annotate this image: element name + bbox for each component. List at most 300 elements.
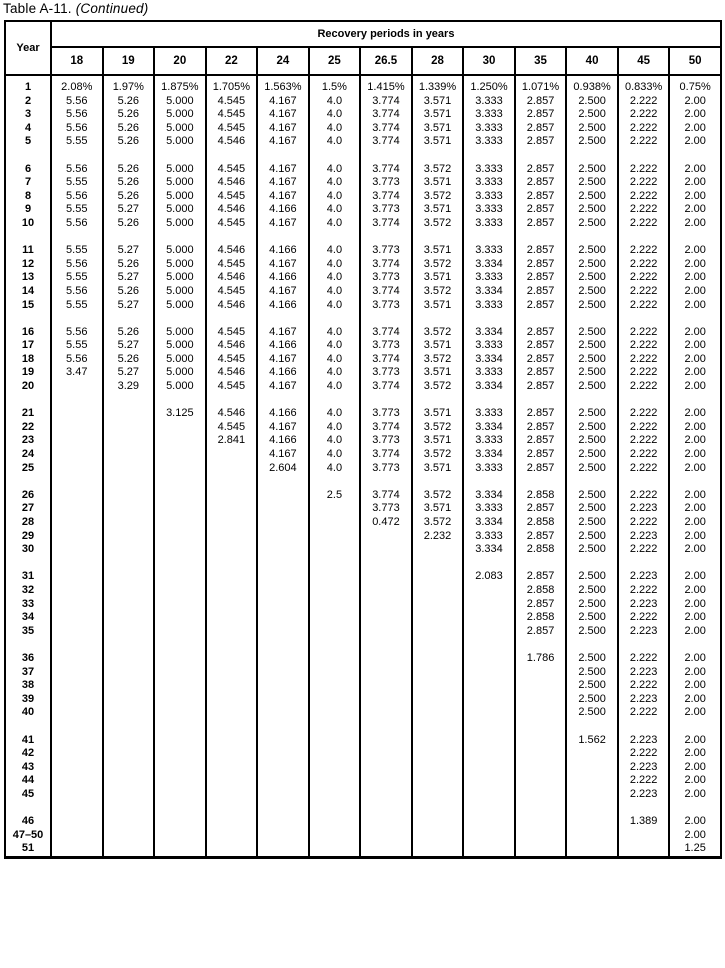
value-cell: 5.55 bbox=[51, 299, 103, 313]
value-cell bbox=[412, 706, 464, 720]
value-cell: 4.545 bbox=[206, 258, 258, 272]
value-cell: 4.0 bbox=[309, 203, 361, 217]
value-cell: 5.27 bbox=[103, 339, 155, 353]
value-cell bbox=[103, 829, 155, 843]
value-cell: 2.857 bbox=[515, 258, 567, 272]
value-cell bbox=[360, 543, 412, 557]
value-cell bbox=[103, 815, 155, 829]
value-cell: 5.26 bbox=[103, 122, 155, 136]
value-cell: 2.858 bbox=[515, 611, 567, 625]
table-row-year-44 bbox=[5, 774, 721, 788]
value-cell bbox=[309, 598, 361, 612]
value-cell: 4.0 bbox=[309, 366, 361, 380]
value-cell bbox=[515, 842, 567, 857]
value-cell: 2.500 bbox=[566, 434, 618, 448]
value-cell: 3.773 bbox=[360, 244, 412, 258]
value-cell: 2.00 bbox=[669, 380, 721, 394]
value-cell: 5.000 bbox=[154, 190, 206, 204]
value-cell: 3.774 bbox=[360, 326, 412, 340]
table-row-year-11 bbox=[5, 244, 721, 258]
empty-cell bbox=[154, 149, 206, 163]
value-cell: 2.500 bbox=[566, 217, 618, 231]
table-row-year-30 bbox=[5, 543, 721, 557]
year-cell: 32 bbox=[5, 584, 51, 598]
value-cell bbox=[154, 679, 206, 693]
value-cell bbox=[206, 652, 258, 666]
value-cell: 3.333 bbox=[463, 163, 515, 177]
empty-cell bbox=[206, 149, 258, 163]
value-cell: 1.563% bbox=[257, 81, 309, 95]
value-cell: 2.00 bbox=[669, 434, 721, 448]
value-cell: 3.773 bbox=[360, 366, 412, 380]
value-cell bbox=[206, 788, 258, 802]
value-cell: 4.0 bbox=[309, 163, 361, 177]
empty-cell bbox=[515, 231, 567, 245]
value-cell: 3.572 bbox=[412, 380, 464, 394]
value-cell bbox=[103, 570, 155, 584]
value-cell bbox=[257, 543, 309, 557]
table-row-year-12 bbox=[5, 258, 721, 272]
value-cell: 2.222 bbox=[618, 203, 670, 217]
value-cell bbox=[206, 666, 258, 680]
value-cell: 2.222 bbox=[618, 489, 670, 503]
value-cell bbox=[206, 693, 258, 707]
value-cell: 4.167 bbox=[257, 353, 309, 367]
empty-cell bbox=[618, 638, 670, 652]
value-cell: 1.875% bbox=[154, 81, 206, 95]
value-cell bbox=[51, 679, 103, 693]
value-cell: 1.705% bbox=[206, 81, 258, 95]
empty-cell bbox=[309, 720, 361, 734]
table-row-year-8 bbox=[5, 190, 721, 204]
value-cell: 2.223 bbox=[618, 502, 670, 516]
value-cell: 3.571 bbox=[412, 244, 464, 258]
value-cell: 2.857 bbox=[515, 135, 567, 149]
table-row-year-26 bbox=[5, 489, 721, 503]
value-cell: 2.500 bbox=[566, 543, 618, 557]
empty-cell bbox=[5, 149, 51, 163]
value-cell: 2.500 bbox=[566, 285, 618, 299]
value-cell bbox=[463, 693, 515, 707]
value-cell: 3.774 bbox=[360, 135, 412, 149]
year-cell: 24 bbox=[5, 448, 51, 462]
value-cell bbox=[154, 570, 206, 584]
value-cell bbox=[463, 652, 515, 666]
value-cell bbox=[360, 774, 412, 788]
value-cell: 3.774 bbox=[360, 353, 412, 367]
value-cell: 5.000 bbox=[154, 95, 206, 109]
value-cell: 4.546 bbox=[206, 244, 258, 258]
value-cell: 2.857 bbox=[515, 570, 567, 584]
empty-cell bbox=[360, 312, 412, 326]
value-cell: 2.857 bbox=[515, 217, 567, 231]
value-cell bbox=[463, 598, 515, 612]
empty-cell bbox=[463, 801, 515, 815]
value-cell bbox=[257, 598, 309, 612]
value-cell: 2.841 bbox=[206, 434, 258, 448]
value-cell: 3.572 bbox=[412, 258, 464, 272]
value-cell: 3.774 bbox=[360, 489, 412, 503]
value-cell: 2.00 bbox=[669, 761, 721, 775]
table-row-year-37 bbox=[5, 666, 721, 680]
value-cell: 4.545 bbox=[206, 285, 258, 299]
value-cell bbox=[412, 570, 464, 584]
value-cell: 2.00 bbox=[669, 95, 721, 109]
recovery-period-header-25: 25 bbox=[309, 47, 361, 75]
value-cell: 2.857 bbox=[515, 502, 567, 516]
value-cell bbox=[309, 829, 361, 843]
value-cell: 2.00 bbox=[669, 570, 721, 584]
group-separator-row bbox=[5, 475, 721, 489]
value-cell bbox=[412, 584, 464, 598]
value-cell bbox=[154, 829, 206, 843]
table-row-year-27 bbox=[5, 502, 721, 516]
value-cell bbox=[566, 788, 618, 802]
value-cell: 3.571 bbox=[412, 176, 464, 190]
value-cell: 5.27 bbox=[103, 271, 155, 285]
value-cell: 2.500 bbox=[566, 584, 618, 598]
empty-cell bbox=[412, 801, 464, 815]
value-cell: 4.0 bbox=[309, 339, 361, 353]
value-cell: 3.333 bbox=[463, 217, 515, 231]
value-cell: 5.000 bbox=[154, 271, 206, 285]
empty-cell bbox=[360, 394, 412, 408]
value-cell: 2.500 bbox=[566, 176, 618, 190]
table-row-year-43 bbox=[5, 761, 721, 775]
value-cell bbox=[566, 829, 618, 843]
recovery-period-header-50: 50 bbox=[669, 47, 721, 75]
value-cell: 5.000 bbox=[154, 285, 206, 299]
empty-cell bbox=[206, 801, 258, 815]
empty-cell bbox=[206, 720, 258, 734]
value-cell: 3.572 bbox=[412, 326, 464, 340]
value-cell: 3.334 bbox=[463, 543, 515, 557]
value-cell bbox=[51, 434, 103, 448]
value-cell bbox=[412, 842, 464, 857]
value-cell: 3.334 bbox=[463, 448, 515, 462]
value-cell: 2.00 bbox=[669, 652, 721, 666]
value-cell: 2.222 bbox=[618, 448, 670, 462]
value-cell: 2.857 bbox=[515, 285, 567, 299]
value-cell: 2.00 bbox=[669, 339, 721, 353]
value-cell: 3.571 bbox=[412, 434, 464, 448]
value-cell: 3.334 bbox=[463, 285, 515, 299]
value-cell: 3.773 bbox=[360, 271, 412, 285]
value-cell bbox=[257, 761, 309, 775]
value-cell bbox=[309, 706, 361, 720]
value-cell bbox=[103, 734, 155, 748]
value-cell: 3.774 bbox=[360, 380, 412, 394]
empty-cell bbox=[566, 475, 618, 489]
value-cell: 2.223 bbox=[618, 693, 670, 707]
value-cell bbox=[103, 625, 155, 639]
empty-cell bbox=[103, 475, 155, 489]
value-cell bbox=[463, 666, 515, 680]
value-cell bbox=[206, 625, 258, 639]
value-cell: 4.167 bbox=[257, 108, 309, 122]
value-cell: 2.00 bbox=[669, 706, 721, 720]
value-cell bbox=[51, 706, 103, 720]
group-separator-row bbox=[5, 638, 721, 652]
value-cell bbox=[463, 747, 515, 761]
empty-cell bbox=[566, 801, 618, 815]
value-cell: 3.571 bbox=[412, 502, 464, 516]
value-cell: 2.500 bbox=[566, 95, 618, 109]
table-row-year-47–50 bbox=[5, 829, 721, 843]
year-cell: 7 bbox=[5, 176, 51, 190]
empty-cell bbox=[154, 475, 206, 489]
value-cell: 5.000 bbox=[154, 244, 206, 258]
recovery-period-header-18: 18 bbox=[51, 47, 103, 75]
value-cell: 3.774 bbox=[360, 190, 412, 204]
value-cell bbox=[309, 570, 361, 584]
value-cell bbox=[309, 693, 361, 707]
value-cell: 3.774 bbox=[360, 258, 412, 272]
value-cell: 5.26 bbox=[103, 217, 155, 231]
group-separator-row bbox=[5, 557, 721, 571]
value-cell: 4.545 bbox=[206, 421, 258, 435]
value-cell bbox=[360, 625, 412, 639]
value-cell bbox=[257, 489, 309, 503]
table-row-year-14 bbox=[5, 285, 721, 299]
value-cell: 2.500 bbox=[566, 652, 618, 666]
value-cell: 3.774 bbox=[360, 285, 412, 299]
value-cell bbox=[412, 679, 464, 693]
year-cell: 25 bbox=[5, 462, 51, 476]
empty-cell bbox=[618, 231, 670, 245]
value-cell bbox=[51, 598, 103, 612]
value-cell bbox=[309, 761, 361, 775]
value-cell bbox=[154, 502, 206, 516]
value-cell: 2.00 bbox=[669, 502, 721, 516]
empty-cell bbox=[206, 312, 258, 326]
value-cell: 2.00 bbox=[669, 489, 721, 503]
value-cell: 2.00 bbox=[669, 448, 721, 462]
value-cell bbox=[618, 842, 670, 857]
value-cell: 2.500 bbox=[566, 679, 618, 693]
table-row-year-39 bbox=[5, 693, 721, 707]
value-cell: 3.774 bbox=[360, 448, 412, 462]
value-cell: 2.00 bbox=[669, 326, 721, 340]
value-cell bbox=[103, 489, 155, 503]
value-cell bbox=[360, 842, 412, 857]
empty-cell bbox=[154, 312, 206, 326]
value-cell bbox=[463, 788, 515, 802]
value-cell bbox=[154, 788, 206, 802]
value-cell bbox=[309, 679, 361, 693]
value-cell bbox=[412, 747, 464, 761]
value-cell: 3.333 bbox=[463, 190, 515, 204]
value-cell: 5.56 bbox=[51, 108, 103, 122]
empty-cell bbox=[463, 149, 515, 163]
value-cell: 5.27 bbox=[103, 299, 155, 313]
value-cell: 3.572 bbox=[412, 516, 464, 530]
group-separator-row bbox=[5, 312, 721, 326]
value-cell: 3.572 bbox=[412, 163, 464, 177]
year-cell: 23 bbox=[5, 434, 51, 448]
value-cell: 1.562 bbox=[566, 734, 618, 748]
table-row-year-40 bbox=[5, 706, 721, 720]
value-cell bbox=[154, 462, 206, 476]
empty-cell bbox=[103, 801, 155, 815]
empty-cell bbox=[257, 231, 309, 245]
year-cell: 16 bbox=[5, 326, 51, 340]
value-cell bbox=[257, 706, 309, 720]
value-cell: 1.25 bbox=[669, 842, 721, 857]
value-cell: 2.500 bbox=[566, 570, 618, 584]
empty-cell bbox=[463, 557, 515, 571]
value-cell bbox=[51, 761, 103, 775]
value-cell bbox=[154, 421, 206, 435]
value-cell bbox=[103, 421, 155, 435]
value-cell bbox=[257, 842, 309, 857]
empty-cell bbox=[618, 801, 670, 815]
value-cell bbox=[206, 706, 258, 720]
year-cell: 39 bbox=[5, 693, 51, 707]
value-cell: 2.500 bbox=[566, 190, 618, 204]
value-cell bbox=[103, 584, 155, 598]
year-cell: 47–50 bbox=[5, 829, 51, 843]
value-cell: 2.222 bbox=[618, 679, 670, 693]
value-cell: 3.773 bbox=[360, 203, 412, 217]
value-cell: 4.0 bbox=[309, 108, 361, 122]
value-cell: 4.545 bbox=[206, 326, 258, 340]
value-cell: 2.857 bbox=[515, 122, 567, 136]
year-cell: 26 bbox=[5, 489, 51, 503]
value-cell: 2.222 bbox=[618, 421, 670, 435]
value-cell bbox=[154, 693, 206, 707]
value-cell: 2.00 bbox=[669, 258, 721, 272]
value-cell bbox=[206, 842, 258, 857]
recovery-periods-header: Recovery periods in years bbox=[51, 21, 721, 47]
value-cell bbox=[154, 448, 206, 462]
value-cell: 1.389 bbox=[618, 815, 670, 829]
value-cell: 4.0 bbox=[309, 380, 361, 394]
value-cell: 2.00 bbox=[669, 271, 721, 285]
year-cell: 33 bbox=[5, 598, 51, 612]
value-cell: 3.333 bbox=[463, 502, 515, 516]
value-cell: 2.857 bbox=[515, 176, 567, 190]
value-cell: 3.333 bbox=[463, 108, 515, 122]
value-cell: 2.00 bbox=[669, 285, 721, 299]
value-cell: 2.222 bbox=[618, 95, 670, 109]
value-cell: 3.571 bbox=[412, 299, 464, 313]
empty-cell bbox=[257, 312, 309, 326]
value-cell: 3.773 bbox=[360, 339, 412, 353]
value-cell: 2.222 bbox=[618, 462, 670, 476]
value-cell: 5.000 bbox=[154, 108, 206, 122]
value-cell bbox=[154, 747, 206, 761]
value-cell: 2.00 bbox=[669, 625, 721, 639]
value-cell bbox=[103, 516, 155, 530]
value-cell: 2.857 bbox=[515, 163, 567, 177]
value-cell bbox=[515, 815, 567, 829]
value-cell bbox=[206, 815, 258, 829]
empty-cell bbox=[566, 149, 618, 163]
group-separator-row bbox=[5, 149, 721, 163]
value-cell: 4.545 bbox=[206, 108, 258, 122]
value-cell: 3.334 bbox=[463, 353, 515, 367]
empty-cell bbox=[154, 638, 206, 652]
value-cell bbox=[103, 611, 155, 625]
value-cell bbox=[360, 788, 412, 802]
value-cell bbox=[103, 407, 155, 421]
empty-cell bbox=[257, 149, 309, 163]
recovery-period-header-35: 35 bbox=[515, 47, 567, 75]
empty-cell bbox=[206, 475, 258, 489]
value-cell bbox=[206, 761, 258, 775]
value-cell: 2.00 bbox=[669, 299, 721, 313]
empty-cell bbox=[463, 720, 515, 734]
value-cell: 2.00 bbox=[669, 666, 721, 680]
value-cell bbox=[206, 774, 258, 788]
value-cell: 4.167 bbox=[257, 448, 309, 462]
value-cell: 3.773 bbox=[360, 407, 412, 421]
value-cell bbox=[154, 584, 206, 598]
value-cell: 2.500 bbox=[566, 598, 618, 612]
value-cell: 2.857 bbox=[515, 339, 567, 353]
value-cell: 3.333 bbox=[463, 135, 515, 149]
value-cell bbox=[412, 652, 464, 666]
empty-cell bbox=[5, 475, 51, 489]
value-cell bbox=[103, 666, 155, 680]
value-cell: 2.00 bbox=[669, 122, 721, 136]
value-cell: 3.773 bbox=[360, 502, 412, 516]
value-cell: 3.571 bbox=[412, 339, 464, 353]
value-cell: 3.774 bbox=[360, 95, 412, 109]
value-cell: 3.571 bbox=[412, 108, 464, 122]
value-cell: 4.545 bbox=[206, 163, 258, 177]
empty-cell bbox=[566, 231, 618, 245]
value-cell bbox=[257, 502, 309, 516]
value-cell bbox=[515, 761, 567, 775]
value-cell: 2.500 bbox=[566, 258, 618, 272]
value-cell bbox=[154, 666, 206, 680]
value-cell: 2.00 bbox=[669, 203, 721, 217]
value-cell: 3.571 bbox=[412, 203, 464, 217]
value-cell bbox=[360, 666, 412, 680]
value-cell bbox=[309, 502, 361, 516]
value-cell: 2.00 bbox=[669, 366, 721, 380]
value-cell: 3.774 bbox=[360, 421, 412, 435]
value-cell bbox=[412, 543, 464, 557]
value-cell: 3.333 bbox=[463, 244, 515, 258]
value-cell bbox=[103, 598, 155, 612]
table-row-year-31 bbox=[5, 570, 721, 584]
empty-cell bbox=[566, 312, 618, 326]
value-cell bbox=[257, 570, 309, 584]
table-row-year-25 bbox=[5, 462, 721, 476]
empty-cell bbox=[360, 638, 412, 652]
empty-cell bbox=[463, 231, 515, 245]
value-cell: 5.56 bbox=[51, 190, 103, 204]
value-cell: 3.572 bbox=[412, 489, 464, 503]
empty-cell bbox=[103, 394, 155, 408]
value-cell: 4.0 bbox=[309, 407, 361, 421]
empty-cell bbox=[515, 557, 567, 571]
value-cell: 2.223 bbox=[618, 625, 670, 639]
value-cell: 2.222 bbox=[618, 271, 670, 285]
value-cell: 4.166 bbox=[257, 339, 309, 353]
empty-cell bbox=[515, 801, 567, 815]
value-cell: 5.56 bbox=[51, 122, 103, 136]
value-cell: 2.222 bbox=[618, 190, 670, 204]
value-cell: 4.546 bbox=[206, 203, 258, 217]
empty-cell bbox=[669, 231, 721, 245]
value-cell: 2.222 bbox=[618, 285, 670, 299]
year-cell: 5 bbox=[5, 135, 51, 149]
value-cell: 1.5% bbox=[309, 81, 361, 95]
